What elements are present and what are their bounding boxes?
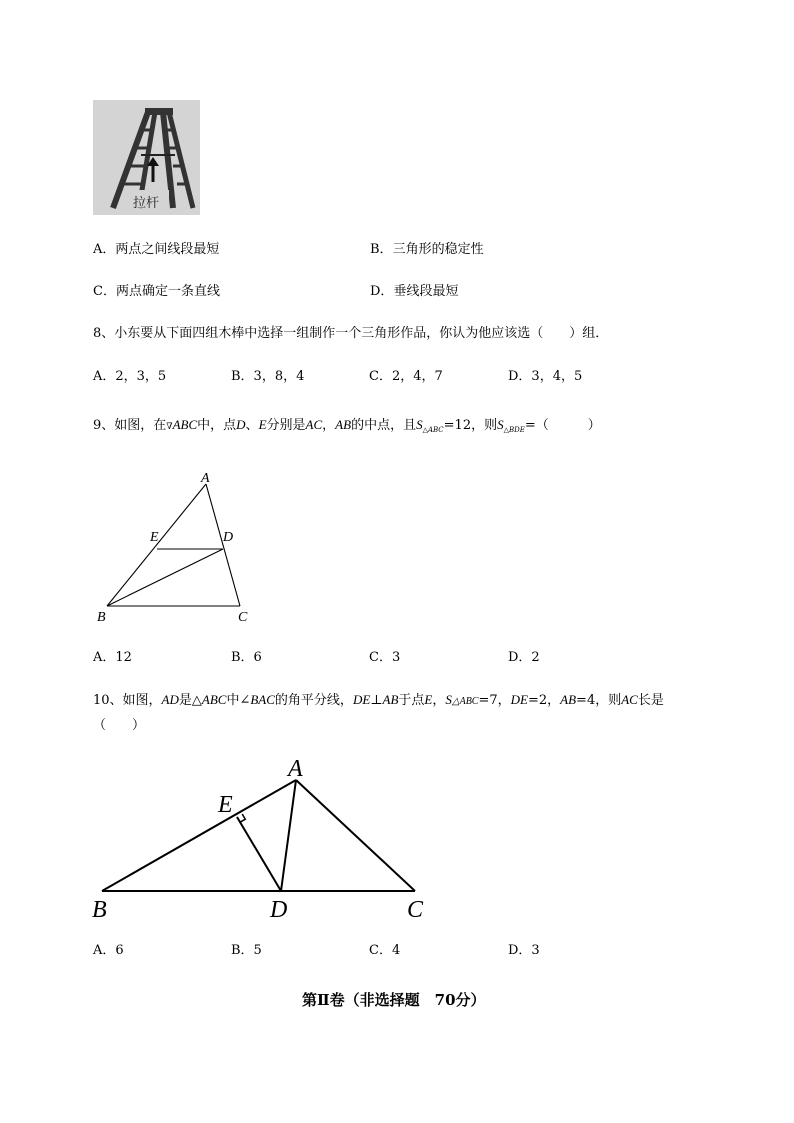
q10-segment-ad <box>281 780 296 891</box>
q9-option-d[interactable]: D．2 <box>508 650 540 665</box>
q9-option-b[interactable]: B．6 <box>231 650 262 665</box>
section-heading: 第Ⅱ卷（非选择题 70分） <box>302 991 486 1009</box>
q10-triangle-figure <box>88 752 448 927</box>
q9-label-d: D <box>223 530 234 545</box>
q9-option-c[interactable]: C．3 <box>369 650 401 665</box>
q10-side-ac <box>296 780 415 891</box>
q10-option-c[interactable]: C．4 <box>369 943 401 958</box>
q8-stem: 8、小东要从下面四组木棒中选择一组制作一个三角形作品，你认为他应该选（ ）组． <box>93 326 609 341</box>
q9-side-ac <box>206 484 240 606</box>
q10-side-ab <box>102 780 296 891</box>
q10-label-e: E <box>218 792 233 818</box>
q7-option-a[interactable]: A．两点之间线段最短 <box>93 242 220 257</box>
q10-option-d[interactable]: D．3 <box>508 943 540 958</box>
q7-option-c[interactable]: C．两点确定一条直线 <box>93 284 220 299</box>
q10-right-angle-mark <box>240 814 245 822</box>
q8-option-d[interactable]: D．3，4，5 <box>508 369 583 384</box>
q10-label-d: D <box>270 897 288 923</box>
q10-option-a[interactable]: A．6 <box>93 943 124 958</box>
ladder-photo <box>93 100 200 215</box>
q10-label-c: C <box>407 897 424 923</box>
q9-label-e: E <box>150 530 159 545</box>
ladder-label: 拉杆 <box>133 196 160 211</box>
q8-option-b[interactable]: B．3，8，4 <box>231 369 305 384</box>
q9-side-ab <box>107 484 206 606</box>
q9-option-a[interactable]: A．12 <box>93 650 132 665</box>
q9-stem: 9、如图，在∇ABC中，点D、E分别是AC，AB的中点，且$S_{\triangle ABC}=12$，则$S_{\triangle BDE}=$（ ） <box>93 417 601 434</box>
q8-option-c[interactable]: C．2，4，7 <box>369 369 443 384</box>
q10-stem: 10、如图，AD是△ABC中∠BAC的角平分线，DE⊥AB于点E，S△ABC=7，DE=2，AB=4，则AC长是 <box>93 692 664 708</box>
q9-label-b: B <box>97 610 106 625</box>
q9-label-a: A <box>201 471 210 486</box>
q10-stem-line2: （ ） <box>93 718 146 733</box>
q9-segment-bd <box>107 549 223 606</box>
q7-option-d[interactable]: D．垂线段最短 <box>370 284 459 299</box>
q10-option-b[interactable]: B．5 <box>231 943 262 958</box>
q7-option-b[interactable]: B．三角形的稳定性 <box>370 242 484 257</box>
q9-triangle-figure <box>90 462 270 627</box>
q10-segment-de <box>237 817 281 891</box>
q9-label-c: C <box>238 610 248 625</box>
q10-label-a: A <box>288 756 303 782</box>
q10-label-b: B <box>92 897 107 923</box>
q8-option-a[interactable]: A．2，3，5 <box>93 369 167 384</box>
